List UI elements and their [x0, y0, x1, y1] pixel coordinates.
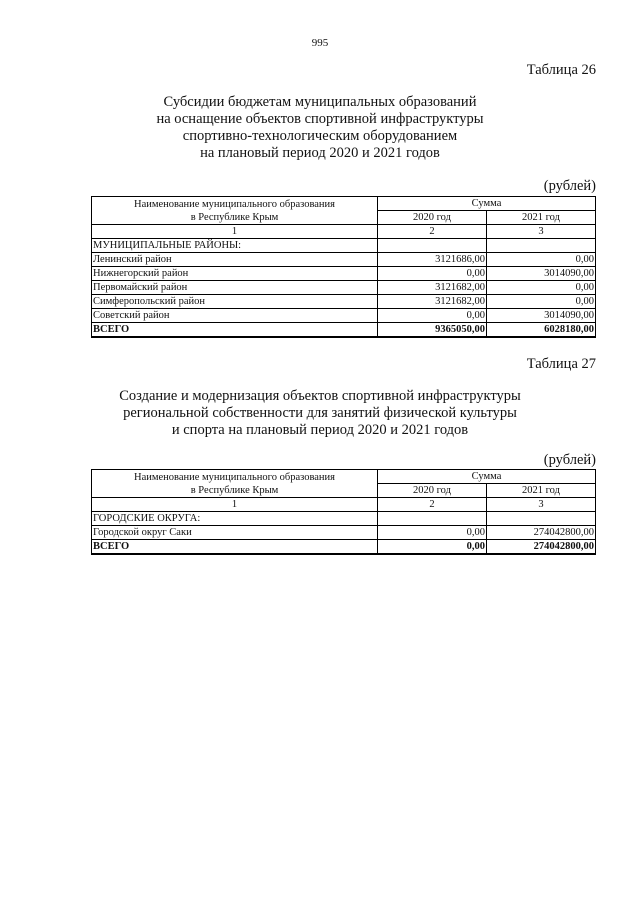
- row-value-2021: 274042800,00: [487, 526, 596, 540]
- col-header-year-2020: 2020 год: [378, 211, 487, 225]
- col-number-1: 1: [92, 498, 378, 512]
- empty-cell: [487, 512, 596, 526]
- table-row: [92, 281, 596, 295]
- empty-cell: [378, 239, 487, 253]
- total-label: ВСЕГО: [92, 540, 378, 555]
- col-header-name: [92, 470, 378, 498]
- table-26: [91, 196, 596, 338]
- row-value-2020: 0,00: [378, 309, 487, 323]
- row-value-2020: 0,00: [378, 267, 487, 281]
- heading-line: на оснащение объектов спортивной инфраструктуры: [156, 111, 484, 127]
- row-value-2021: 3014090,00: [487, 267, 596, 281]
- heading-line: и спорта на плановый период 2020 и 2021 годов: [171, 422, 469, 438]
- col-header-name-line: в Республике Крым: [190, 211, 279, 223]
- total-value-2021: 274042800,00: [487, 540, 596, 555]
- row-value-2020: 0,00: [378, 526, 487, 540]
- col-header-name-line: Наименование муниципального образования: [134, 198, 335, 210]
- total-value-2021: 6028180,00: [487, 323, 596, 338]
- row-name: Первомайский район: [92, 281, 378, 295]
- col-number-3: 3: [487, 498, 596, 512]
- page-number: 995: [311, 37, 329, 49]
- col-number-2: 2: [378, 225, 487, 239]
- table-row: [92, 253, 596, 267]
- col-header-year-2021: 2021 год: [487, 211, 596, 225]
- row-name: Советский район: [92, 309, 378, 323]
- empty-cell: [378, 512, 487, 526]
- row-value-2021: 0,00: [487, 281, 596, 295]
- group-label: МУНИЦИПАЛЬНЫЕ РАЙОНЫ:: [92, 239, 378, 253]
- heading-line: Субсидии бюджетам муниципальных образований: [163, 94, 477, 110]
- col-header-name-line: в Республике Крым: [190, 484, 279, 496]
- col-number-3: 3: [487, 225, 596, 239]
- group-label: ГОРОДСКИЕ ОКРУГА:: [92, 512, 378, 526]
- col-header-name-line: Наименование муниципального образования: [134, 471, 335, 483]
- row-name: Нижнегорский район: [92, 267, 378, 281]
- row-value-2021: 0,00: [487, 295, 596, 309]
- total-label: ВСЕГО: [92, 323, 378, 338]
- total-value-2020: 0,00: [378, 540, 487, 555]
- col-header-year-2021: 2021 год: [487, 484, 596, 498]
- row-value-2020: 3121682,00: [378, 295, 487, 309]
- col-number-2: 2: [378, 498, 487, 512]
- row-name: Симферопольский район: [92, 295, 378, 309]
- total-value-2020: 9365050,00: [378, 323, 487, 338]
- table-27-caption: Таблица 27: [526, 356, 596, 372]
- total-row: [92, 540, 596, 555]
- table-26-heading: [0, 94, 640, 162]
- empty-cell: [487, 239, 596, 253]
- table-27-units: (рублей): [543, 452, 596, 468]
- table-row: [92, 267, 596, 281]
- table-27: [91, 469, 596, 555]
- row-value-2020: 3121682,00: [378, 281, 487, 295]
- table-27-heading: [0, 388, 640, 439]
- total-row: [92, 323, 596, 338]
- row-name: Ленинский район: [92, 253, 378, 267]
- heading-line: региональной собственности для занятий физической культуры: [123, 405, 517, 421]
- col-number-1: 1: [92, 225, 378, 239]
- row-value-2020: 3121686,00: [378, 253, 487, 267]
- table-26-units: (рублей): [543, 178, 596, 194]
- heading-line: на плановый период 2020 и 2021 годов: [200, 145, 440, 161]
- table-row: [92, 526, 596, 540]
- col-header-sum: Сумма: [378, 197, 596, 211]
- col-header-year-2020: 2020 год: [378, 484, 487, 498]
- row-value-2021: 0,00: [487, 253, 596, 267]
- row-name: Городской округ Саки: [92, 526, 378, 540]
- table-26-caption: Таблица 26: [526, 62, 596, 78]
- heading-line: спортивно-технологическим оборудованием: [182, 128, 458, 144]
- col-header-sum: Сумма: [378, 470, 596, 484]
- table-row: [92, 309, 596, 323]
- table-row: [92, 295, 596, 309]
- heading-line: Создание и модернизация объектов спортивной инфраструктуры: [119, 388, 521, 404]
- row-value-2021: 3014090,00: [487, 309, 596, 323]
- col-header-name: [92, 197, 378, 225]
